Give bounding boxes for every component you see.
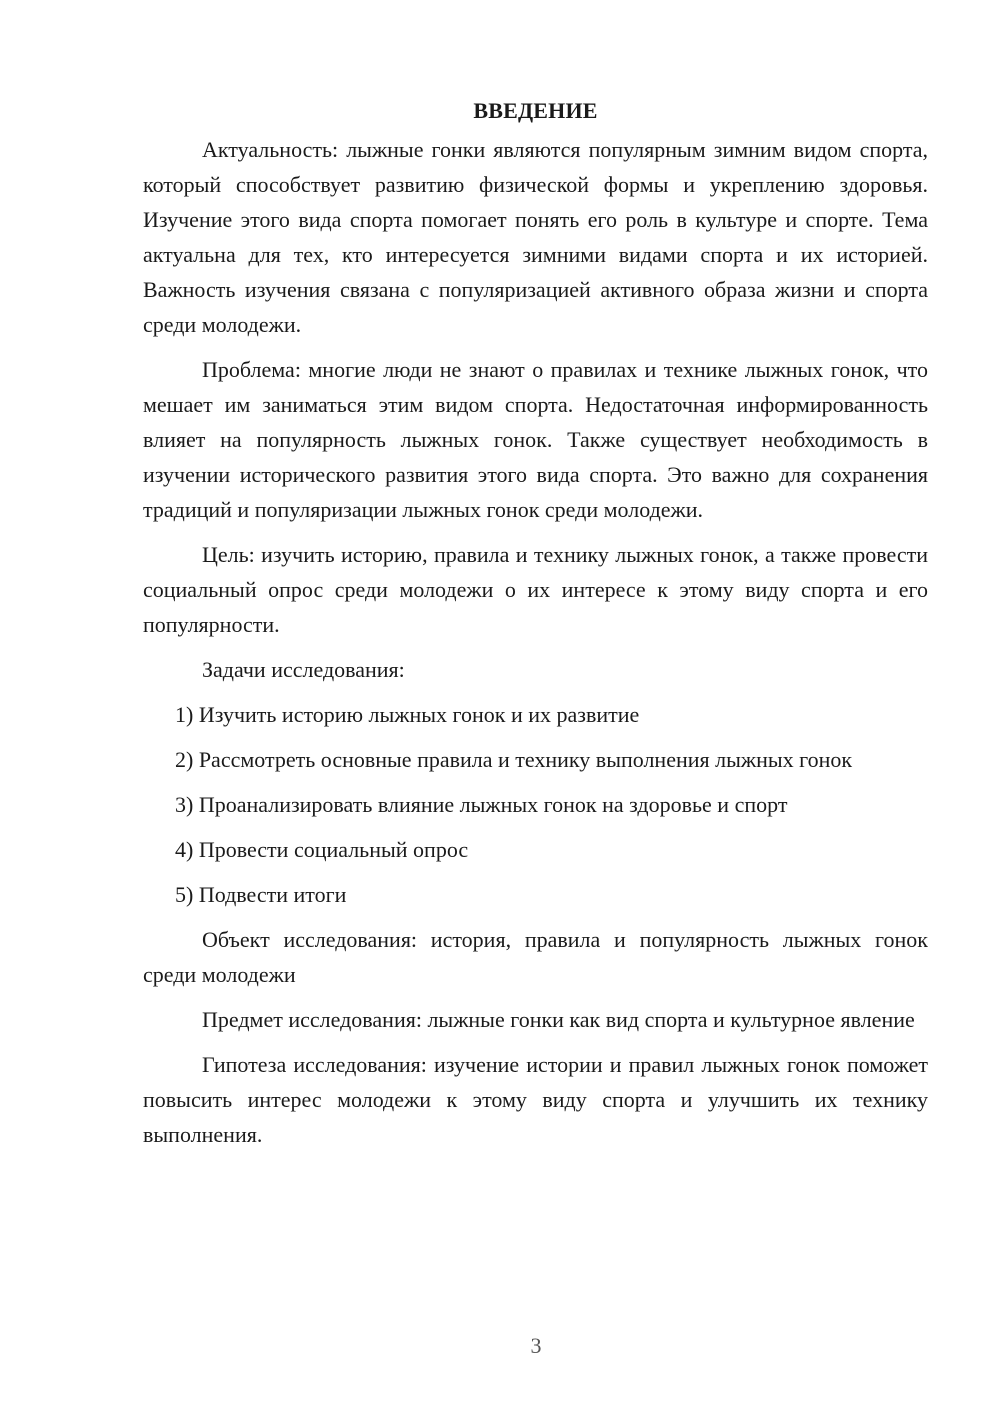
task-item: 2) Рассмотреть основные правила и технику выполнения лыжных гонок	[175, 747, 853, 772]
task-item: 4) Провести социальный опрос	[175, 837, 469, 862]
task-item: 1) Изучить историю лыжных гонок и их развитие	[175, 702, 640, 727]
goal-paragraph: Цель: изучить историю, правила и технику лыжных гонок, а также провести социальный опрос среди молодежи о их интересе к этому виду спорта и его популярности.	[143, 542, 928, 637]
hypothesis-paragraph: Гипотеза исследования: изучение истории и правил лыжных гонок поможет повысить интерес молодежи к этому виду спорта и улучшить их технику выполнения.	[143, 1052, 928, 1147]
page-content	[143, 94, 928, 1162]
object-paragraph: Объект исследования: история, правила и популярность лыжных гонок среди молодежи	[143, 927, 928, 987]
task-item: 5) Подвести итоги	[175, 882, 347, 907]
subject-paragraph: Предмет исследования: лыжные гонки как вид спорта и культурное явление	[202, 1007, 915, 1032]
relevance-paragraph: Актуальность: лыжные гонки являются популярным зимним видом спорта, который способствует развитию физической формы и укреплению здоровья. Изучение этого вида спорта помогает понять его роль в культуре и спорте. Тема актуальна для тех, кто интересуется зимними видами спорта и их историей. Важность изучения связана с популяризацией активного образа жизни и спорта среди молодежи.	[143, 137, 928, 337]
page-number: 3	[530, 1333, 542, 1358]
task-item: 3) Проанализировать влияние лыжных гонок на здоровье и спорт	[175, 792, 788, 817]
tasks-heading: Задачи исследования:	[202, 657, 405, 682]
problem-paragraph: Проблема: многие люди не знают о правилах и технике лыжных гонок, что мешает им заниматься этим видом спорта. Недостаточная информированность влияет на популярность лыжных гонок. Также существует необходимость в изучении исторического развития этого вида спорта. Это важно для сохранения традиций и популяризации лыжных гонок среди молодежи.	[143, 357, 928, 522]
section-heading: ВВЕДЕНИЕ	[473, 98, 598, 123]
